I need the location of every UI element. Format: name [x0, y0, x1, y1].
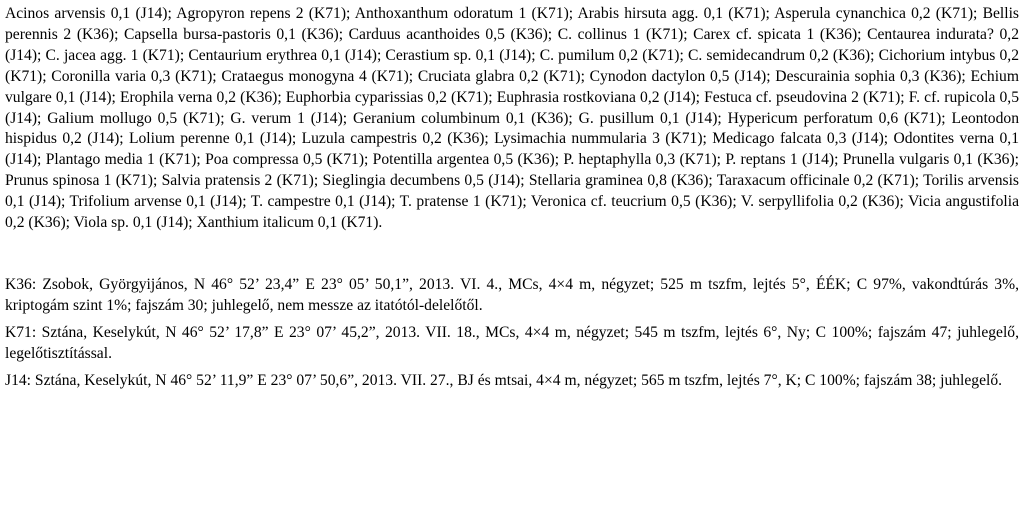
site-description-k36: K36: Zsobok, Györgyijános, N 46° 52’ 23,4” E 23° 05’ 50,1”, 2013. VI. 4., MCs, 4×4 m, négyzet; 525 m tszfm, lejtés 5°, ÉÉK; C 97%, vakondtúrás 3%, kriptogám szint 1%; fajszám 30; juhlegelő, nem messze az itatótól-delelőtől. [5, 275, 1019, 315]
species-list-paragraph: Acinos arvensis 0,1 (J14); Agropyron repens 2 (K71); Anthoxanthum odoratum 1 (K71); Arabis hirsuta agg. 0,1 (K71); Asperula cynanchica 0,2 (K71); Bellis perennis 2 (K36); Capsella bursa-pastoris 0,1 (K36); Carduus acanthoides 0,5 (K36); C. collinus 1 (K71); Carex cf. spicata 1 (K36); Centaurea indurata? 0,2 (J14); C. jacea agg. 1 (K71); Centaurium erythrea 0,1 (J14); Cerastium sp. 0,1 (J14); C. pumilum 0,2 (K71); C. semidecandrum 0,2 (K36); Cichorium intybus 0,2 (K71); Coronilla varia 0,3 (K71); Crataegus monogyna 4 (K71); Cruciata glabra 0,2 (K71); Cynodon dactylon 0,5 (J14); Descurainia sophia 0,3 (K36); Echium vulgare 0,1 (J14); Erophila verna 0,2 (K36); Euphorbia cyparissias 0,2 (K71); Euphrasia rostkoviana 0,2 (J14); Festuca cf. pseudovina 2 (K71); F. cf. rupicola 0,5 (J14); Galium mollugo 0,5 (K71); G. verum 1 (J14); Geranium columbinum 0,1 (K36); G. pusillum 0,1 (J14); Hypericum perforatum 0,6 (K71); Leontodon hispidus 0,2 (J14); Lolium perenne 0,1 (J14); Luzula campestris 0,2 (K36); Lysimachia nummularia 3 (K71); Medicago falcata 0,3 (J14); Odontites verna 0,1 (J14); Plantago media 1 (K71); Poa compressa 0,5 (K71); Potentilla argentea 0,5 (K36); P. heptaphylla 0,3 (K71); P. reptans 1 (J14); Prunella vulgaris 0,1 (K36); Prunus spinosa 1 (K71); Salvia pratensis 2 (K71); Sieglingia decumbens 0,5 (J14); Stellaria graminea 0,8 (K36); Taraxacum officinale 0,2 (K71); Torilis arvensis 0,1 (J14); Trifolium arvense 0,1 (J14); T. campestre 0,1 (J14); T. pratense 1 (K71); Veronica cf. teucrium 0,5 (K36); V. serpyllifolia 0,2 (K36); Vicia angustifolia 0,2 (K36); Viola sp. 0,1 (J14); Xanthium italicum 0,1 (K71). [5, 5, 1019, 232]
site-description-k71: K71: Sztána, Keselykút, N 46° 52’ 17,8” E 23° 07’ 45,2”, 2013. VII. 18., MCs, 4×4 m, négyzet; 545 m tszfm, lejtés 6°, Ny; C 100%; fajszám 47; juhlegelő, legelőtisztítással. [5, 323, 1019, 363]
site-descriptions [5, 274, 1019, 392]
site-description-j14: J14: Sztána, Keselykút, N 46° 52’ 11,9” E 23° 07’ 50,6”, 2013. VII. 27., BJ és mtsai, 4×4 m, négyzet; 565 m tszfm, lejtés 7°, K; C 100%; fajszám 38; juhlegelő. [5, 371, 1003, 389]
document-page [5, 0, 1019, 396]
